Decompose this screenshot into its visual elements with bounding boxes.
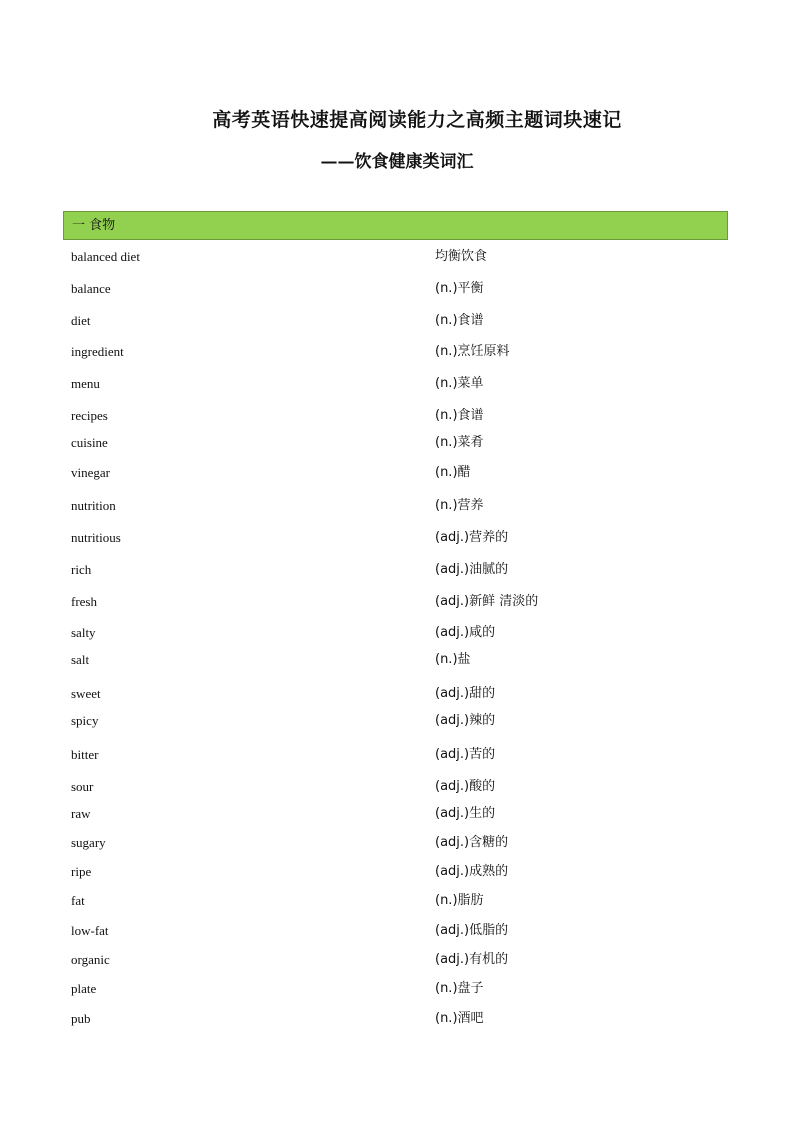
- vocab-row: [71, 464, 731, 482]
- vocab-english-term: sweet: [71, 686, 101, 701]
- vocab-english-term: bitter: [71, 747, 99, 762]
- vocab-english-term: raw: [71, 806, 91, 821]
- vocab-chinese-meaning: (n.)食谱: [435, 313, 484, 328]
- vocab-chinese-meaning: (n.)盐: [435, 652, 471, 667]
- vocab-english-term: low-fat: [71, 923, 109, 938]
- vocab-english-term: ingredient: [71, 344, 124, 359]
- vocab-chinese-meaning: (adj.)新鲜 清淡的: [435, 594, 539, 609]
- vocab-chinese-meaning: (n.)菜单: [435, 376, 484, 391]
- vocab-chinese-meaning: (adj.)酸的: [435, 779, 496, 794]
- vocab-english-term: organic: [71, 952, 110, 967]
- vocab-row: [71, 434, 731, 452]
- vocab-row: [71, 497, 731, 515]
- vocab-chinese-meaning: (n.)烹饪原料: [435, 344, 510, 359]
- vocab-row: [71, 624, 731, 642]
- vocab-english-term: sugary: [71, 835, 106, 850]
- vocab-english-term: recipes: [71, 408, 108, 423]
- vocab-chinese-meaning: (n.)食谱: [435, 408, 484, 423]
- vocab-chinese-meaning: (n.)盘子: [435, 981, 484, 996]
- vocab-english-term: diet: [71, 313, 91, 328]
- vocab-chinese-meaning: (adj.)成熟的: [435, 864, 509, 879]
- vocab-row: [71, 863, 731, 881]
- vocab-row: [71, 746, 731, 764]
- vocab-chinese-meaning: (adj.)辣的: [435, 713, 496, 728]
- vocab-english-term: salty: [71, 625, 96, 640]
- vocab-english-term: fat: [71, 893, 85, 908]
- vocab-english-term: menu: [71, 376, 100, 391]
- vocab-row: [71, 951, 731, 969]
- vocab-chinese-meaning: (n.)脂肪: [435, 893, 484, 908]
- vocab-english-term: pub: [71, 1011, 91, 1026]
- vocab-chinese-meaning: (adj.)营养的: [435, 530, 509, 545]
- vocab-english-term: salt: [71, 652, 90, 667]
- vocab-chinese-meaning: (adj.)含糖的: [435, 835, 509, 850]
- vocab-chinese-meaning: (adj.)苦的: [435, 747, 496, 762]
- page-subtitle: ——饮食健康类词汇: [320, 152, 474, 172]
- vocab-row: [71, 561, 731, 579]
- vocab-english-term: fresh: [71, 594, 97, 609]
- vocab-chinese-meaning: (adj.)甜的: [435, 686, 496, 701]
- vocab-english-term: plate: [71, 981, 97, 996]
- vocab-chinese-meaning: (n.)酒吧: [435, 1011, 484, 1026]
- vocab-chinese-meaning: (adj.)低脂的: [435, 923, 509, 938]
- vocab-english-term: nutritious: [71, 530, 121, 545]
- vocab-english-term: ripe: [71, 864, 92, 879]
- vocab-row: [71, 980, 731, 998]
- vocab-row: [71, 805, 731, 823]
- vocab-chinese-meaning: 均衡饮食: [435, 249, 488, 264]
- page-title: 高考英语快速提高阅读能力之高频主题词块速记: [212, 109, 622, 131]
- vocab-row: [71, 1010, 731, 1028]
- vocab-english-term: vinegar: [71, 465, 110, 480]
- vocab-chinese-meaning: (adj.)咸的: [435, 625, 496, 640]
- vocab-row: [71, 529, 731, 547]
- section-header-food: 一 食物: [63, 211, 728, 240]
- vocab-row: [71, 312, 731, 330]
- vocab-row: [71, 834, 731, 852]
- vocab-row: [71, 922, 731, 940]
- vocab-row: [71, 375, 731, 393]
- vocab-row: [71, 778, 731, 796]
- vocab-english-term: rich: [71, 562, 92, 577]
- vocab-row: [71, 248, 731, 266]
- vocab-chinese-meaning: (n.)平衡: [435, 281, 484, 296]
- vocab-row: [71, 651, 731, 669]
- vocab-chinese-meaning: (n.)菜肴: [435, 435, 484, 450]
- vocab-row: [71, 407, 731, 425]
- vocab-row: [71, 712, 731, 730]
- vocab-english-term: balanced diet: [71, 249, 140, 264]
- vocab-english-term: cuisine: [71, 435, 108, 450]
- vocab-chinese-meaning: (n.)营养: [435, 498, 484, 513]
- vocab-chinese-meaning: (n.)醋: [435, 465, 471, 480]
- vocab-row: [71, 343, 731, 361]
- vocab-english-term: sour: [71, 779, 94, 794]
- vocab-english-term: nutrition: [71, 498, 116, 513]
- vocab-chinese-meaning: (adj.)有机的: [435, 952, 509, 967]
- vocab-row: [71, 892, 731, 910]
- vocab-english-term: spicy: [71, 713, 99, 728]
- vocab-chinese-meaning: (adj.)油腻的: [435, 562, 509, 577]
- vocab-row: [71, 685, 731, 703]
- vocab-row: [71, 593, 731, 611]
- vocab-chinese-meaning: (adj.)生的: [435, 806, 496, 821]
- vocab-row: [71, 280, 731, 298]
- vocab-english-term: balance: [71, 281, 111, 296]
